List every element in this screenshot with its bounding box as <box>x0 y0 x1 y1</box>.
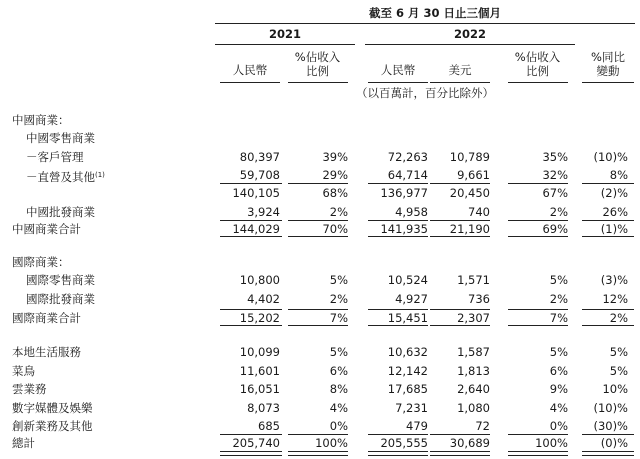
table-cell: 72,263 <box>387 150 428 164</box>
total-rule <box>288 434 348 435</box>
table-cell: 100% <box>535 436 568 450</box>
table-cell: 8% <box>609 168 628 182</box>
table-cell: 5% <box>329 345 348 359</box>
subtotal-rule <box>220 220 282 221</box>
table-cell: 0% <box>329 419 348 433</box>
total-rule <box>430 434 490 435</box>
subtotal-rule <box>288 220 348 221</box>
table-cell: 59,708 <box>239 168 280 182</box>
table-cell: 4% <box>329 401 348 415</box>
col-pct-2022-line2: 比例 <box>526 64 549 78</box>
table-cell: 685 <box>258 419 280 433</box>
subtotal-rule <box>582 309 634 310</box>
table-cell: (3)% <box>600 273 628 287</box>
total-double-rule <box>220 451 282 456</box>
subtotal-rule <box>508 220 568 221</box>
table-cell: 39% <box>322 150 348 164</box>
subtotal-rule <box>508 309 568 310</box>
subtotal-rule <box>288 236 348 237</box>
table-cell: (30)% <box>593 419 628 433</box>
table-cell: 9,661 <box>457 168 490 182</box>
table-cell: 21,190 <box>449 222 490 236</box>
table-cell: (10)% <box>593 401 628 415</box>
table-cell: 9% <box>549 382 568 396</box>
row-label: 國際商業： <box>12 255 70 269</box>
table-cell: 10,099 <box>239 345 280 359</box>
subtotal-rule <box>368 220 428 221</box>
table-cell: 140,105 <box>232 186 280 200</box>
subtotal-rule <box>430 183 490 184</box>
table-cell: 8,073 <box>247 401 280 415</box>
table-cell: (10)% <box>593 150 628 164</box>
year-2021-rule <box>215 44 355 45</box>
table-cell: 2% <box>549 205 568 219</box>
table-cell: 15,202 <box>239 311 280 325</box>
col-usd-2022: 美元 <box>448 63 472 77</box>
subtotal-rule <box>288 309 348 310</box>
subtotal-rule <box>508 236 568 237</box>
subtotal-rule <box>288 325 348 326</box>
col-rule <box>582 82 634 83</box>
table-cell: 3,924 <box>247 205 280 219</box>
table-cell: 736 <box>468 292 490 306</box>
table-cell: 2% <box>329 205 348 219</box>
row-label: 數字媒體及娛樂 <box>12 401 93 415</box>
total-rule <box>368 434 428 435</box>
table-cell: 4,958 <box>395 205 428 219</box>
table-cell: 10,789 <box>449 150 490 164</box>
subtotal-rule <box>368 309 428 310</box>
table-cell: 136,977 <box>380 186 428 200</box>
table-cell: 5% <box>609 364 628 378</box>
table-cell: 68% <box>322 186 348 200</box>
period-header: 截至 6 月 30 日止三個月 <box>368 6 502 20</box>
unit-note: （以百萬計，百分比除外） <box>356 86 494 100</box>
col-rule <box>508 82 568 83</box>
table-cell: 10,800 <box>239 273 280 287</box>
table-cell: 70% <box>322 222 348 236</box>
table-cell: 141,935 <box>380 222 428 236</box>
year-2022-rule <box>365 44 575 45</box>
col-rule <box>368 82 428 83</box>
row-label: 菜鳥 <box>12 364 35 378</box>
total-double-rule <box>582 451 634 456</box>
row-label: －直營及其他$^{(1)}$ <box>26 170 105 184</box>
table-cell: 205,740 <box>232 436 280 450</box>
table-cell: 1,080 <box>457 401 490 415</box>
table-cell: (0)% <box>600 436 628 450</box>
table-cell: 15,451 <box>387 311 428 325</box>
subtotal-rule <box>430 309 490 310</box>
subtotal-rule <box>430 236 490 237</box>
table-cell: 2,640 <box>457 382 490 396</box>
table-cell: 6% <box>549 364 568 378</box>
table-cell: 20,450 <box>449 186 490 200</box>
subtotal-rule <box>430 325 490 326</box>
subtotal-rule <box>368 236 428 237</box>
row-label: 中國商業： <box>12 113 70 127</box>
row-label: 中國零售商業 <box>26 131 95 145</box>
subtotal-rule <box>220 309 282 310</box>
table-cell: 2% <box>329 292 348 306</box>
table-cell: 4% <box>549 401 568 415</box>
table-cell: 16,051 <box>239 382 280 396</box>
table-cell: 2,307 <box>457 311 490 325</box>
table-cell: 5% <box>549 273 568 287</box>
table-cell: 29% <box>322 168 348 182</box>
table-cell: 5% <box>609 345 628 359</box>
table-cell: 11,601 <box>239 364 280 378</box>
row-label: 中國商業合計 <box>12 222 81 236</box>
table-cell: 7% <box>549 311 568 325</box>
row-label: 雲業務 <box>12 382 47 396</box>
row-label: 總計 <box>12 436 35 450</box>
table-cell: 6% <box>329 364 348 378</box>
table-cell: 10,632 <box>387 345 428 359</box>
table-cell: 4,927 <box>395 292 428 306</box>
subtotal-rule <box>220 236 282 237</box>
total-double-rule <box>430 451 490 456</box>
table-cell: 2% <box>549 292 568 306</box>
footnote-marker: (1) <box>95 171 105 179</box>
table-cell: 32% <box>542 168 568 182</box>
table-cell: 26% <box>602 205 628 219</box>
year-2021-header: 2021 <box>268 27 301 41</box>
subtotal-rule <box>430 220 490 221</box>
col-rule <box>220 82 280 83</box>
table-cell: 0% <box>549 419 568 433</box>
col-rule <box>288 82 348 83</box>
table-cell: 12% <box>602 292 628 306</box>
col-yoy-line1: %同比 <box>591 50 625 64</box>
subtotal-rule <box>220 183 282 184</box>
table-cell: 69% <box>542 222 568 236</box>
subtotal-rule <box>220 325 282 326</box>
col-pct-2021-line1: %佔收入 <box>294 50 341 64</box>
total-double-rule <box>288 451 348 456</box>
col-rule <box>430 82 490 83</box>
table-cell: 67% <box>542 186 568 200</box>
table-cell: 5% <box>329 273 348 287</box>
table-cell: 144,029 <box>232 222 280 236</box>
table-cell: 35% <box>542 150 568 164</box>
row-label: 中國批發商業 <box>26 205 95 219</box>
total-rule <box>220 434 282 435</box>
row-label: 本地生活服務 <box>12 345 81 359</box>
table-cell: 80,397 <box>239 150 280 164</box>
row-label: －客戶管理 <box>26 150 84 164</box>
col-pct-2022-line1: %佔收入 <box>514 50 561 64</box>
subtotal-rule <box>288 183 348 184</box>
row-label: 國際批發商業 <box>26 292 95 306</box>
subtotal-rule <box>508 325 568 326</box>
subtotal-rule <box>582 183 634 184</box>
table-cell: 479 <box>406 419 428 433</box>
table-cell: 30,689 <box>449 436 490 450</box>
subtotal-rule <box>508 183 568 184</box>
table-cell: (1)% <box>600 222 628 236</box>
col-rmb-2022: 人民幣 <box>380 63 416 77</box>
table-cell: 10% <box>602 382 628 396</box>
table-cell: 1,813 <box>457 364 490 378</box>
subtotal-rule <box>582 236 634 237</box>
table-cell: 2% <box>609 311 628 325</box>
table-cell: (2)% <box>600 186 628 200</box>
table-cell: 4,402 <box>247 292 280 306</box>
row-label: 國際商業合計 <box>12 311 81 325</box>
table-cell: 17,685 <box>387 382 428 396</box>
col-yoy-line2: 變動 <box>596 64 620 78</box>
table-cell: 100% <box>315 436 348 450</box>
table-cell: 64,714 <box>387 168 428 182</box>
subtotal-rule <box>368 183 428 184</box>
header-rule <box>215 23 635 24</box>
subtotal-rule <box>368 325 428 326</box>
table-cell: 1,587 <box>457 345 490 359</box>
total-double-rule <box>508 451 568 456</box>
total-rule <box>582 434 634 435</box>
table-cell: 205,555 <box>380 436 428 450</box>
table-cell: 12,142 <box>387 364 428 378</box>
table-cell: 7,231 <box>395 401 428 415</box>
col-rmb-2021: 人民幣 <box>232 63 268 77</box>
col-pct-2021-line2: 比例 <box>306 64 329 78</box>
table-cell: 8% <box>329 382 348 396</box>
row-label: 國際零售商業 <box>26 273 95 287</box>
table-cell: 72 <box>475 419 490 433</box>
subtotal-rule <box>582 325 634 326</box>
table-cell: 1,571 <box>457 273 490 287</box>
table-cell: 740 <box>468 205 490 219</box>
total-rule <box>508 434 568 435</box>
year-2022-header: 2022 <box>453 27 486 41</box>
subtotal-rule <box>582 220 634 221</box>
table-cell: 5% <box>549 345 568 359</box>
table-cell: 7% <box>329 311 348 325</box>
table-cell: 10,524 <box>387 273 428 287</box>
total-double-rule <box>368 451 428 456</box>
row-label: 創新業務及其他 <box>12 419 93 433</box>
